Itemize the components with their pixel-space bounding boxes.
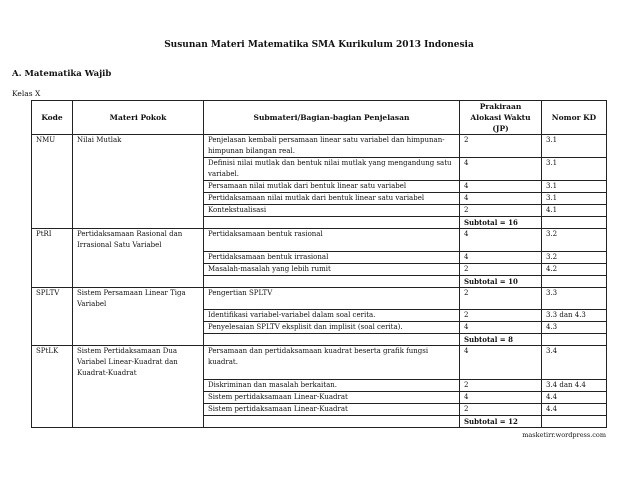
cell-kode — [32, 391, 73, 403]
table-row — [32, 181, 607, 193]
cell-alokasi: 2 — [460, 205, 542, 217]
source-footer: masketirr.wordpress.com — [522, 431, 606, 439]
cell-kode — [32, 275, 73, 287]
cell-materi-pokok — [73, 181, 204, 193]
cell-kd: 3.3 dan 4.3 — [542, 310, 607, 322]
cell-alokasi: 2 — [460, 135, 542, 158]
cell-kode — [32, 322, 73, 334]
cell-kode — [32, 403, 73, 415]
cell-submateri: Masalah-masalah yang lebih rumit — [204, 263, 460, 275]
cell-submateri: Pengertian SPLTV — [204, 287, 460, 310]
cell-kd — [542, 217, 607, 229]
cell-kode — [32, 205, 73, 217]
table-row — [32, 403, 607, 415]
table-row — [32, 346, 607, 380]
cell-submateri — [204, 334, 460, 346]
cell-kode — [32, 158, 73, 181]
cell-kd: 4.3 — [542, 322, 607, 334]
table-header-row — [32, 101, 607, 135]
cell-kd: 3.1 — [542, 181, 607, 193]
table-row — [32, 275, 607, 287]
cell-materi-pokok — [73, 158, 204, 181]
cell-materi-pokok — [73, 310, 204, 322]
cell-submateri: Kontekstualisasi — [204, 205, 460, 217]
curriculum-table — [31, 100, 607, 428]
table-row — [32, 205, 607, 217]
cell-materi-pokok — [73, 193, 204, 205]
table-row — [32, 193, 607, 205]
cell-kd — [542, 415, 607, 427]
table-row — [32, 217, 607, 229]
table-row — [32, 263, 607, 275]
cell-submateri: Identifikasi variabel-variabel dalam soal cerita. — [204, 310, 460, 322]
class-label: Kelas X — [12, 89, 41, 98]
cell-kd: 3.1 — [542, 193, 607, 205]
cell-alokasi: Subtotal = 12 — [460, 415, 542, 427]
cell-kode — [32, 310, 73, 322]
table-row — [32, 158, 607, 181]
cell-alokasi: 4 — [460, 346, 542, 380]
cell-kode: NMU — [32, 135, 73, 158]
cell-submateri: Pertidaksamaan nilai mutlak dari bentuk linear satu variabel — [204, 193, 460, 205]
cell-kd: 4.4 — [542, 391, 607, 403]
cell-submateri: Diskriminan dan masalah berkaitan. — [204, 379, 460, 391]
cell-submateri: Sistem pertidaksamaan Linear-Kuadrat — [204, 403, 460, 415]
cell-submateri: Sistem pertidaksamaan Linear-Kuadrat — [204, 391, 460, 403]
cell-kd — [542, 275, 607, 287]
table-row — [32, 135, 607, 158]
header-kode: Kode — [32, 101, 73, 135]
table-row — [32, 251, 607, 263]
cell-kode: SPLTV — [32, 287, 73, 310]
table-row — [32, 229, 607, 252]
header-materi-pokok: Materi Pokok — [73, 101, 204, 135]
cell-materi-pokok — [73, 403, 204, 415]
cell-kode — [32, 217, 73, 229]
cell-kd: 3.4 dan 4.4 — [542, 379, 607, 391]
table-row — [32, 415, 607, 427]
cell-materi-pokok — [73, 415, 204, 427]
cell-materi-pokok: Sistem Persamaan Linear Tiga Variabel — [73, 287, 204, 310]
table-body — [32, 135, 607, 428]
cell-alokasi: Subtotal = 16 — [460, 217, 542, 229]
cell-alokasi: 2 — [460, 263, 542, 275]
cell-alokasi: Subtotal = 8 — [460, 334, 542, 346]
cell-submateri: Definisi nilai mutlak dan bentuk nilai mutlak yang mengandung satu variabel. — [204, 158, 460, 181]
cell-materi-pokok: Sistem Pertidaksamaan Dua Variabel Linear-Kuadrat dan Kuadrat-Kuadrat — [73, 346, 204, 380]
cell-kode — [32, 334, 73, 346]
cell-kode — [32, 181, 73, 193]
cell-alokasi: 2 — [460, 287, 542, 310]
cell-materi-pokok — [73, 251, 204, 263]
table-row — [32, 334, 607, 346]
cell-submateri: Persamaan dan pertidaksamaan kuadrat beserta grafik fungsi kuadrat. — [204, 346, 460, 380]
cell-alokasi: 4 — [460, 391, 542, 403]
cell-materi-pokok — [73, 275, 204, 287]
cell-materi-pokok — [73, 205, 204, 217]
cell-submateri: Penjelasan kembali persamaan linear satu variabel dan himpunan-himpunan bilangan real. — [204, 135, 460, 158]
cell-kd: 3.4 — [542, 346, 607, 380]
table-row — [32, 310, 607, 322]
cell-kd: 4.2 — [542, 263, 607, 275]
cell-submateri: Penyelesaian SPLTV eksplisit dan implisit (soal cerita). — [204, 322, 460, 334]
cell-materi-pokok — [73, 322, 204, 334]
cell-materi-pokok — [73, 217, 204, 229]
cell-alokasi: 2 — [460, 403, 542, 415]
section-heading: A. Matematika Wajib — [12, 69, 112, 79]
header-alokasi-waktu: Prakiraan Alokasi Waktu (JP) — [460, 101, 542, 135]
cell-alokasi: 4 — [460, 181, 542, 193]
cell-kode — [32, 379, 73, 391]
cell-kode — [32, 251, 73, 263]
cell-submateri — [204, 415, 460, 427]
cell-submateri: Persamaan nilai mutlak dari bentuk linear satu variabel — [204, 181, 460, 193]
cell-alokasi: 4 — [460, 322, 542, 334]
cell-kd: 3.1 — [542, 135, 607, 158]
table-row — [32, 379, 607, 391]
table-row — [32, 391, 607, 403]
header-nomor-kd: Nomor KD — [542, 101, 607, 135]
table-row — [32, 322, 607, 334]
table-row — [32, 287, 607, 310]
cell-kode — [32, 415, 73, 427]
cell-materi-pokok — [73, 334, 204, 346]
cell-submateri — [204, 217, 460, 229]
cell-submateri: Pertidaksamaan bentuk rasional — [204, 229, 460, 252]
cell-alokasi: Subtotal = 10 — [460, 275, 542, 287]
cell-kode — [32, 263, 73, 275]
cell-alokasi: 4 — [460, 158, 542, 181]
cell-kd: 3.2 — [542, 251, 607, 263]
cell-kd: 4.4 — [542, 403, 607, 415]
cell-kode: SPtLK — [32, 346, 73, 380]
header-submateri: Submateri/Bagian-bagian Penjelasan — [204, 101, 460, 135]
cell-materi-pokok: Nilai Mutlak — [73, 135, 204, 158]
cell-kd: 4.1 — [542, 205, 607, 217]
cell-kd: 3.2 — [542, 229, 607, 252]
cell-kode: PtRI — [32, 229, 73, 252]
cell-kd — [542, 334, 607, 346]
cell-alokasi: 4 — [460, 229, 542, 252]
cell-materi-pokok: Pertidaksamaan Rasional dan Irrasional Satu Variabel — [73, 229, 204, 252]
cell-kd: 3.3 — [542, 287, 607, 310]
cell-kode — [32, 193, 73, 205]
cell-alokasi: 2 — [460, 310, 542, 322]
cell-submateri — [204, 275, 460, 287]
document-title: Susunan Materi Matematika SMA Kurikulum 2013 Indonesia — [164, 40, 474, 50]
cell-materi-pokok — [73, 391, 204, 403]
cell-materi-pokok — [73, 379, 204, 391]
cell-kd: 3.1 — [542, 158, 607, 181]
cell-submateri: Pertidaksamaan bentuk irrasional — [204, 251, 460, 263]
cell-materi-pokok — [73, 263, 204, 275]
cell-alokasi: 4 — [460, 251, 542, 263]
cell-alokasi: 2 — [460, 379, 542, 391]
cell-alokasi: 4 — [460, 193, 542, 205]
